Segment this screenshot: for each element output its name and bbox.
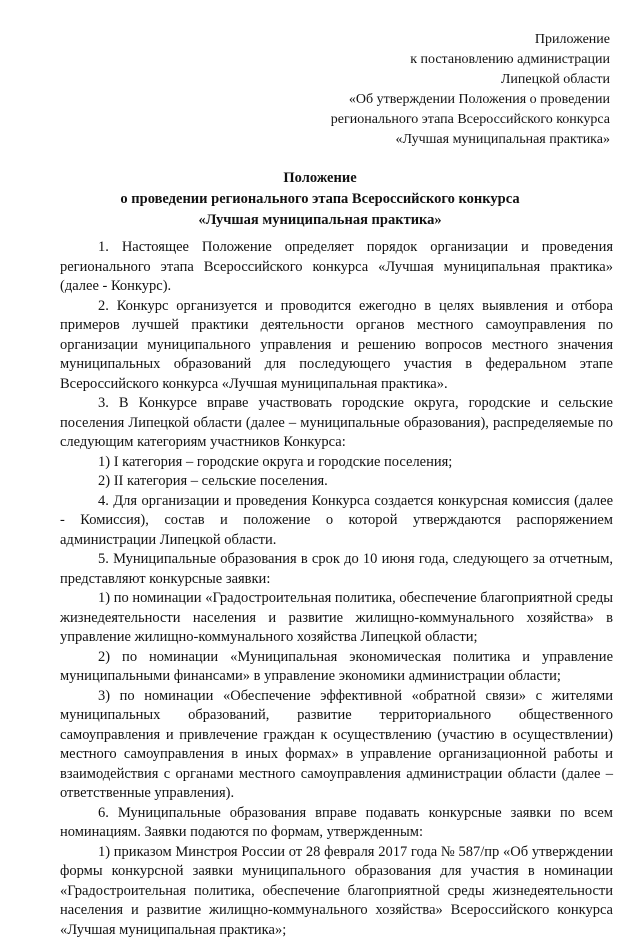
appendix-header [250, 30, 610, 150]
document-title [60, 168, 580, 231]
appendix-line: Приложение [250, 30, 610, 50]
paragraph: 3. В Конкурсе вправе участвовать городские округа, городские и сельские поселения Липецкой области (далее – муниципальные образования), распределяемые по следующим категориям участников Конкурса: [60, 394, 613, 453]
paragraph: 1. Настоящее Положение определяет порядок организации и проведения регионального этапа Всероссийского конкурса «Лучшая муниципальная практика» (далее - Конкурс). [60, 238, 613, 297]
paragraph: 4. Для организации и проведения Конкурса создается конкурсная комиссия (далее - Комиссия), состав и положение о которой утверждаются распоряжением администрации Липецкой области. [60, 492, 613, 551]
list-item: 1) I категория – городские округа и городские поселения; [60, 453, 613, 473]
title-line: о проведении регионального этапа Всероссийского конкурса [60, 189, 580, 210]
title-line: Положение [60, 168, 580, 189]
appendix-line: регионального этапа Всероссийского конкурса [250, 110, 610, 130]
appendix-line: «Об утверждении Положения о проведении [250, 90, 610, 110]
list-item: 2) II категория – сельские поселения. [60, 472, 613, 492]
appendix-line: к постановлению администрации [250, 50, 610, 70]
list-item: 3) по номинации «Обеспечение эффективной «обратной связи» с жителями муниципальных образований, развитие территориального общественного самоуправления и привлечение граждан к осуществлению (участию в осуществлении) местного самоуправления в иных формах» в управление организационной работы и взаимодействия с органами местного самоуправления администрации области (далее – ответственные управления). [60, 687, 613, 804]
appendix-line: «Лучшая муниципальная практика» [250, 130, 610, 150]
list-item: 1) по номинации «Градостроительная политика, обеспечение благоприятной среды жизнедеятельности населения и развитие жилищно-коммунального хозяйства» в управление жилищно-коммунального хозяйства Липецкой области; [60, 589, 613, 648]
paragraph: 2. Конкурс организуется и проводится ежегодно в целях выявления и отбора примеров лучшей практики деятельности органов местного самоуправления по организации муниципального управления и решению вопросов местного значения муниципальных образований для последующего участия в федеральном этапе Всероссийского конкурса «Лучшая муниципальная практика». [60, 297, 613, 395]
list-item: 2) по номинации «Муниципальная экономическая политика и управление муниципальными финансами» в управление экономики администрации области; [60, 648, 613, 687]
paragraph: 5. Муниципальные образования в срок до 10 июня года, следующего за отчетным, представляют конкурсные заявки: [60, 550, 613, 589]
paragraph: 6. Муниципальные образования вправе подавать конкурсные заявки по всем номинациям. Заявки подаются по формам, утвержденным: [60, 804, 613, 843]
list-item: 1) приказом Минстроя России от 28 февраля 2017 года № 587/пр «Об утверждении формы конкурсной заявки муниципального образования для участия в номинации «Градостроительная политика, обеспечение благоприятной среды жизнедеятельности населения и развитие жилищно-коммунального хозяйства» Всероссийского конкурса «Лучшая муниципальная практика»; [60, 843, 613, 940]
appendix-line: Липецкой области [250, 70, 610, 90]
title-line: «Лучшая муниципальная практика» [60, 210, 580, 231]
document-body [60, 238, 613, 940]
